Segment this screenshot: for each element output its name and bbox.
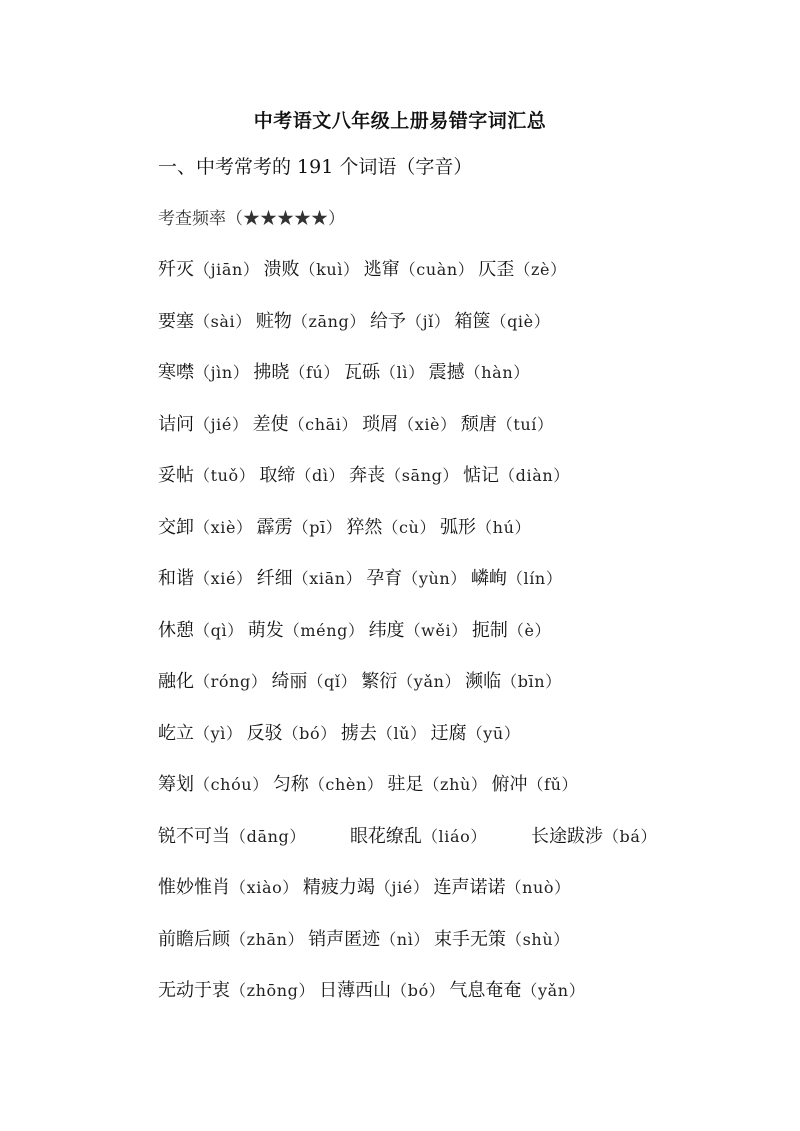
vocab-item bbox=[431, 722, 521, 746]
vocab-pinyin: （róng） bbox=[194, 672, 268, 691]
vocab-item bbox=[319, 979, 445, 1003]
vocab-row bbox=[158, 310, 554, 334]
vocab-word: 孕育 bbox=[366, 568, 403, 589]
vocab-pinyin: （xiào） bbox=[230, 878, 299, 897]
vocab-pinyin: （liáo） bbox=[421, 827, 487, 846]
vocab-item bbox=[440, 516, 531, 540]
vocab-word: 要塞 bbox=[158, 311, 194, 332]
vocab-pinyin: （hàn） bbox=[464, 363, 530, 382]
vocab-item bbox=[361, 670, 461, 694]
vocab-pinyin: （bīn） bbox=[501, 672, 562, 691]
vocab-pinyin: （méng） bbox=[283, 621, 365, 640]
vocab-word: 销声匿迹 bbox=[308, 929, 381, 950]
vocab-pinyin: （yǎn） bbox=[397, 672, 462, 691]
vocab-item bbox=[247, 722, 337, 746]
vocab-word: 赃物 bbox=[255, 311, 292, 332]
vocab-pinyin: （fǔ） bbox=[527, 775, 579, 794]
vocab-word: 日薄西山 bbox=[319, 980, 392, 1001]
vocab-item bbox=[253, 413, 359, 437]
vocab-pinyin: （xiè） bbox=[194, 518, 253, 537]
vocab-word: 颓唐 bbox=[460, 414, 497, 435]
vocab-pinyin: （kuì） bbox=[299, 260, 360, 279]
vocab-item bbox=[344, 361, 425, 385]
vocab-item bbox=[387, 773, 487, 797]
vocab-word: 融化 bbox=[158, 671, 194, 692]
vocab-word: 繁衍 bbox=[361, 671, 398, 692]
vocab-item bbox=[158, 825, 306, 849]
vocab-word: 筹划 bbox=[158, 774, 194, 795]
vocab-pinyin: （chāi） bbox=[288, 415, 359, 434]
vocab-item bbox=[158, 670, 267, 694]
vocab-pinyin: （qǐ） bbox=[307, 672, 358, 691]
vocab-pinyin: （shù） bbox=[506, 930, 570, 949]
vocab-pinyin: （bó） bbox=[282, 724, 337, 743]
vocab-pinyin: （nuò） bbox=[505, 878, 571, 897]
vocab-row bbox=[158, 928, 574, 952]
vocab-word: 妥帖 bbox=[158, 465, 194, 486]
vocab-word: 震撼 bbox=[428, 362, 465, 383]
vocab-item bbox=[257, 516, 343, 540]
vocab-word: 前瞻后顾 bbox=[158, 929, 230, 950]
vocab-item bbox=[465, 670, 562, 694]
vocab-word: 歼灭 bbox=[158, 259, 194, 280]
vocab-item bbox=[158, 310, 252, 334]
vocab-pinyin: （jié） bbox=[374, 878, 430, 897]
vocab-pinyin: （qiè） bbox=[490, 312, 551, 331]
vocab-word: 惟妙惟肖 bbox=[158, 877, 230, 898]
vocab-pinyin: （dì） bbox=[295, 466, 346, 485]
vocab-row bbox=[158, 979, 589, 1003]
vocab-word: 萌发 bbox=[247, 620, 284, 641]
frequency-rating: 考查频率（★★★★★） bbox=[158, 209, 345, 229]
vocab-word: 长途跋涉 bbox=[530, 826, 603, 847]
vocab-item bbox=[478, 258, 566, 282]
vocab-pinyin: （chèn） bbox=[308, 775, 384, 794]
vocab-item bbox=[492, 773, 579, 797]
vocab-pinyin: （diàn） bbox=[499, 466, 570, 485]
vocab-pinyin: （dāng） bbox=[230, 827, 306, 846]
vocab-item bbox=[449, 979, 585, 1003]
vocab-word: 匀称 bbox=[272, 774, 309, 795]
vocab-word: 眼花缭乱 bbox=[349, 826, 422, 847]
vocab-pinyin: （zāng） bbox=[291, 312, 366, 331]
vocab-item bbox=[434, 928, 570, 952]
vocab-item bbox=[350, 825, 487, 849]
vocab-row bbox=[158, 258, 571, 282]
vocab-pinyin: （lǔ） bbox=[376, 724, 427, 743]
vocab-word: 差使 bbox=[252, 414, 289, 435]
vocab-pinyin: （lì） bbox=[380, 363, 425, 382]
vocab-pinyin: （è） bbox=[507, 621, 552, 640]
vocab-pinyin: （zè） bbox=[514, 260, 567, 279]
vocab-pinyin: （cù） bbox=[382, 518, 437, 537]
vocab-word: 无动于衷 bbox=[158, 980, 230, 1001]
vocab-item bbox=[158, 876, 299, 900]
vocab-item bbox=[346, 516, 436, 540]
vocab-item bbox=[531, 825, 657, 849]
vocab-word: 诘问 bbox=[158, 414, 194, 435]
vocab-row bbox=[158, 825, 701, 849]
vocab-item bbox=[264, 258, 360, 282]
vocab-word: 掳去 bbox=[340, 723, 377, 744]
vocab-item bbox=[364, 258, 475, 282]
vocab-row bbox=[158, 670, 566, 694]
vocab-item bbox=[362, 413, 457, 437]
vocab-item bbox=[463, 464, 570, 488]
vocab-item bbox=[369, 619, 468, 643]
vocab-word: 逃窜 bbox=[363, 259, 400, 280]
vocab-pinyin: （zhù） bbox=[423, 775, 488, 794]
vocab-word: 休憩 bbox=[158, 620, 194, 641]
section-heading: 一、中考常考的 191 个词语（字音） bbox=[158, 156, 473, 178]
vocab-item bbox=[273, 773, 384, 797]
vocab-pinyin: （tuǒ） bbox=[194, 466, 256, 485]
vocab-word: 猝然 bbox=[346, 517, 383, 538]
vocab-word: 纤细 bbox=[256, 568, 293, 589]
vocab-word: 拂晓 bbox=[253, 362, 290, 383]
vocab-word: 精疲力竭 bbox=[302, 877, 375, 898]
vocab-item bbox=[349, 464, 459, 488]
vocab-item bbox=[158, 464, 255, 488]
vocab-item bbox=[158, 619, 244, 643]
vocab-word: 束手无策 bbox=[434, 929, 507, 950]
vocab-pinyin: （qì） bbox=[194, 621, 244, 640]
vocab-row bbox=[158, 567, 566, 591]
vocab-item bbox=[158, 516, 253, 540]
vocab-pinyin: （tuí） bbox=[496, 415, 554, 434]
vocab-word: 琐屑 bbox=[362, 414, 399, 435]
vocab-pinyin: （cuàn） bbox=[399, 260, 475, 279]
vocab-word: 寒噤 bbox=[158, 362, 194, 383]
vocab-item bbox=[158, 979, 315, 1003]
vocab-word: 纬度 bbox=[368, 620, 405, 641]
vocab-word: 反驳 bbox=[246, 723, 283, 744]
vocab-row bbox=[158, 722, 524, 746]
vocab-item bbox=[158, 773, 269, 797]
vocab-pinyin: （chóu） bbox=[194, 775, 269, 794]
vocab-pinyin: （hú） bbox=[476, 518, 532, 537]
vocab-word: 霹雳 bbox=[256, 517, 293, 538]
vocab-row bbox=[158, 361, 534, 385]
document-title: 中考语文八年级上册易错字词汇总 bbox=[253, 110, 547, 132]
vocab-pinyin: （nì） bbox=[380, 930, 431, 949]
vocab-item bbox=[429, 361, 530, 385]
vocab-pinyin: （yì） bbox=[194, 724, 243, 743]
vocab-word: 嶙峋 bbox=[470, 568, 507, 589]
vocab-item bbox=[158, 361, 249, 385]
vocab-word: 弧形 bbox=[440, 517, 477, 538]
vocab-word: 绮丽 bbox=[271, 671, 308, 692]
vocab-row bbox=[158, 773, 582, 797]
vocab-word: 连声诺诺 bbox=[433, 877, 506, 898]
vocab-item bbox=[158, 722, 243, 746]
vocab-pinyin: （xié） bbox=[194, 569, 253, 588]
vocab-item bbox=[158, 928, 304, 952]
vocab-word: 交卸 bbox=[158, 517, 194, 538]
vocab-row bbox=[158, 464, 574, 488]
vocab-item bbox=[256, 310, 366, 334]
vocab-pinyin: （sài） bbox=[194, 312, 252, 331]
vocab-row bbox=[158, 516, 535, 540]
vocab-item bbox=[253, 361, 340, 385]
vocab-item bbox=[303, 876, 430, 900]
vocab-item bbox=[308, 928, 430, 952]
vocab-word: 和谐 bbox=[158, 568, 194, 589]
vocab-word: 锐不可当 bbox=[158, 826, 230, 847]
vocab-item bbox=[341, 722, 427, 746]
vocab-item bbox=[248, 619, 365, 643]
vocab-word: 迂腐 bbox=[430, 723, 467, 744]
vocab-item bbox=[366, 567, 467, 591]
vocab-word: 溃败 bbox=[263, 259, 300, 280]
vocab-pinyin: （jié） bbox=[194, 415, 249, 434]
vocab-pinyin: （yǎn） bbox=[521, 981, 586, 1000]
vocab-pinyin: （fú） bbox=[289, 363, 341, 382]
vocab-item bbox=[433, 876, 570, 900]
vocab-item bbox=[454, 310, 550, 334]
vocab-row bbox=[158, 876, 575, 900]
vocab-pinyin: （zhōng） bbox=[230, 981, 316, 1000]
vocab-word: 扼制 bbox=[471, 620, 508, 641]
vocab-row bbox=[158, 413, 558, 437]
vocab-word: 驻足 bbox=[387, 774, 424, 795]
vocab-pinyin: （bó） bbox=[391, 981, 446, 1000]
vocab-pinyin: （jǐ） bbox=[406, 312, 451, 331]
vocab-word: 俯冲 bbox=[491, 774, 528, 795]
vocab-pinyin: （lín） bbox=[506, 569, 563, 588]
vocab-pinyin: （bá） bbox=[602, 827, 658, 846]
vocab-pinyin: （sāng） bbox=[385, 466, 460, 485]
vocab-item bbox=[158, 567, 253, 591]
vocab-pinyin: （jìn） bbox=[194, 363, 250, 382]
vocab-word: 箱箧 bbox=[454, 311, 491, 332]
vocab-item bbox=[259, 464, 345, 488]
vocab-word: 给予 bbox=[370, 311, 406, 332]
vocab-word: 气息奄奄 bbox=[449, 980, 522, 1001]
vocab-pinyin: （jiān） bbox=[194, 260, 260, 279]
vocab-word: 濒临 bbox=[465, 671, 502, 692]
vocab-word: 仄歪 bbox=[478, 259, 515, 280]
vocab-pinyin: （yùn） bbox=[402, 569, 467, 588]
vocab-item bbox=[471, 567, 563, 591]
vocab-item bbox=[461, 413, 554, 437]
vocab-item bbox=[158, 413, 249, 437]
vocab-pinyin: （xiè） bbox=[398, 415, 457, 434]
vocab-pinyin: （yū） bbox=[466, 724, 521, 743]
vocab-word: 屹立 bbox=[158, 723, 194, 744]
vocab-pinyin: （wěi） bbox=[404, 621, 468, 640]
vocab-pinyin: （pī） bbox=[292, 518, 343, 537]
vocab-word: 瓦砾 bbox=[344, 362, 381, 383]
vocab-pinyin: （xiān） bbox=[292, 569, 363, 588]
vocab-item bbox=[158, 258, 260, 282]
vocab-row bbox=[158, 619, 555, 643]
vocab-item bbox=[370, 310, 450, 334]
vocab-word: 奔丧 bbox=[349, 465, 386, 486]
vocab-word: 取缔 bbox=[259, 465, 296, 486]
vocab-item bbox=[472, 619, 551, 643]
vocab-pinyin: （zhān） bbox=[230, 930, 305, 949]
vocab-item bbox=[271, 670, 357, 694]
vocab-word: 惦记 bbox=[463, 465, 500, 486]
vocab-item bbox=[257, 567, 363, 591]
